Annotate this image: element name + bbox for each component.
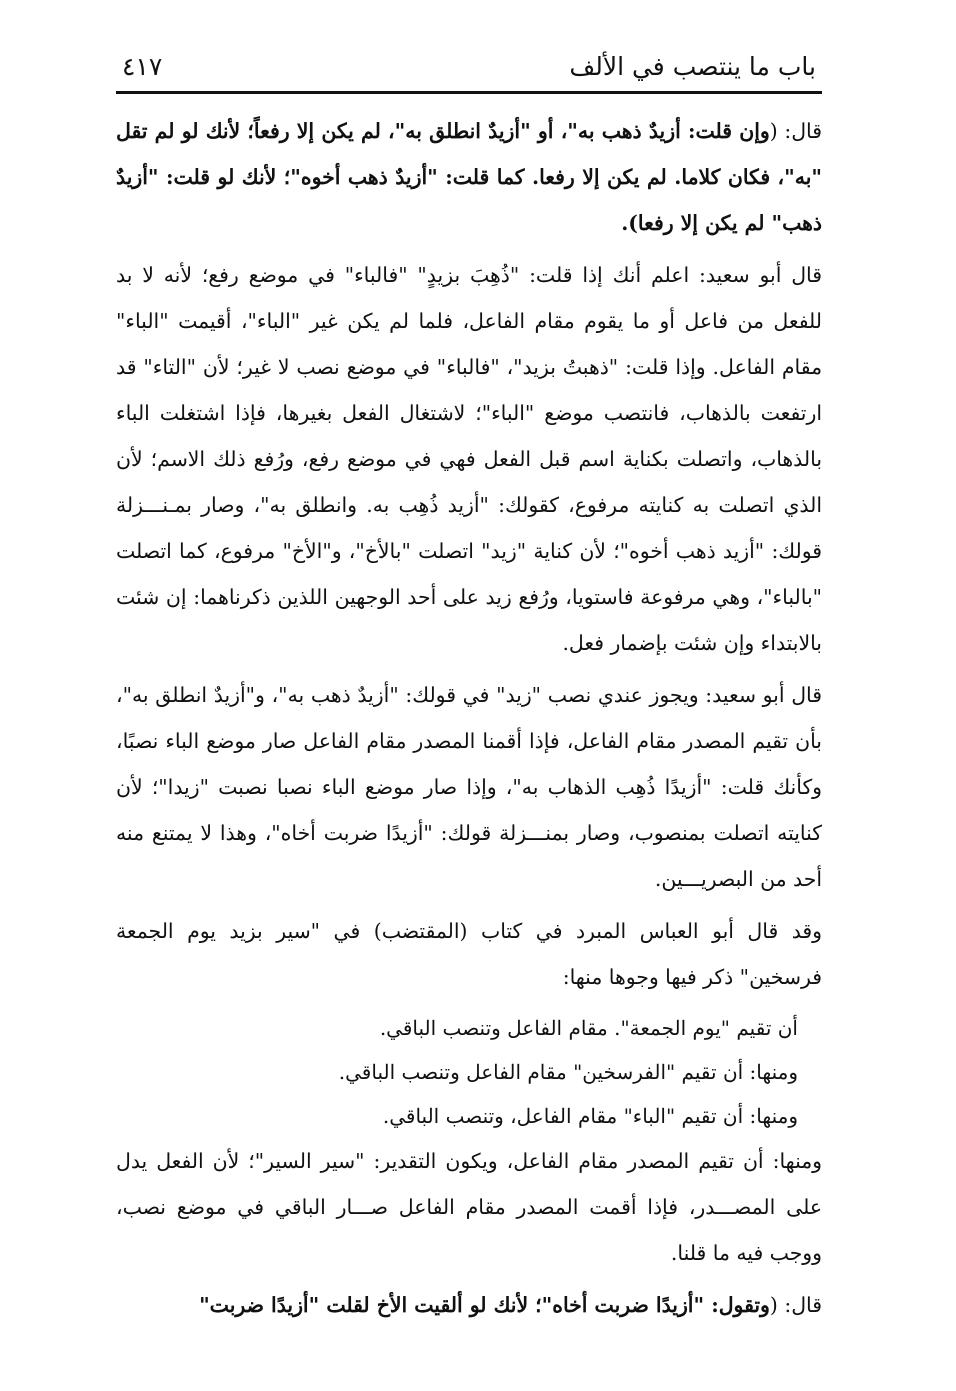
chapter-title: باب ما ينتصب في الألف (569, 52, 816, 81)
list-of-options (116, 1006, 822, 1138)
paragraph-lead: قال: ( (769, 119, 822, 143)
paragraph-3 (116, 672, 822, 902)
paragraph-text: قال أبو سعيد: ويجوز عندي نصب "زيد" في قولك: "أزيدٌ ذهب به"، و"أزيدٌ انطلق به"، بأن تقيم المصدر مقام الفاعل، فإذا أقمنا المصدر مقام الفاعل صار موضع الباء نصبًا، وكأنك قلت: "أزيدًا ذُهِب الذهاب به"، وإذا صار موضع الباء نصبا نصبت "زيدا"؛ لأن كنايته اتصلت بمنصوب، وصار بمنـــزلة قولك: "أزيدًا ضربت أخاه"، وهذا لا يمتنع منه أحد من البصريـــين. (116, 683, 822, 891)
paragraph-1 (116, 108, 822, 246)
paragraph-text: قال أبو سعيد: اعلم أنك إذا قلت: "ذُهِبَ بزيدٍ" "فالباء" في موضع رفع؛ لأنه لا بد للفعل من فاعل أو ما يقوم مقام الفاعل، فلما لم يكن غير "الباء"، أقيمت "الباء" مقام الفاعل. وإذا قلت: "ذهبتُ بزيد"، "فالباء" في موضع نصب لا غير؛ لأن "التاء" قد ارتفعت بالذهاب، فانتصب موضع "الباء"؛ لاشتغال الفعل بغيرها، فإذا اشتغلت الباء بالذهاب، واتصلت بكناية اسم قبل الفعل فهي في موضع رفع، ورُفع ذلك الاسم؛ لأن الذي اتصلت به كنايته مرفوع، كقولك: "أزيد ذُهِب به. وانطلق به"، وصار بمـنـــزلة قولك: "أزيد ذهب أخوه"؛ لأن كناية "زيد" اتصلت "بالأخ"، و"الأخ" مرفوع، كما اتصلت "بالباء"، وهي مرفوعة فاستويا، ورُفع زيد على أحد الوجهين اللذين ذكرناهما: إن شئت بالابتداء وإن شئت بإضمار فعل. (116, 263, 822, 655)
paragraph-5 (116, 1138, 822, 1276)
running-header (116, 52, 822, 87)
paragraph-text: وإن قلت: أزيدٌ ذهب به"، أو "أزيدٌ انطلق به"، لم يكن إلا رفعاً؛ لأنك لو لم تقل "به"، فكان كلاما. لم يكن إلا رفعا. كما قلت: "أزيدٌ ذهب أخوه"؛ لأنك لو قلت: "أزيدٌ ذهب" لم يكن إلا رفعا). (116, 119, 822, 235)
header-rule (116, 91, 822, 94)
paragraph-text: ومنها: أن تقيم المصدر مقام الفاعل، ويكون التقدير: "سير السير"؛ لأن الفعل يدل على المصـــدر، فإذا أقمت المصدر مقام الفاعل صـــار الباقي في موضع نصب، ووجب فيه ما قلنا. (116, 1149, 822, 1265)
paragraph-6 (116, 1282, 822, 1328)
paragraph-2 (116, 252, 822, 666)
list-item: ومنها: أن تقيم "الفرسخين" مقام الفاعل وتنصب الباقي. (338, 1060, 798, 1084)
paragraph-text: وتقول: "أزيدًا ضربت أخاه"؛ لأنك لو ألقيت الأخ لقلت "أزيدًا ضربت" (199, 1293, 770, 1317)
paragraph-text: وقد قال أبو العباس المبرد في كتاب (المقتضب) في "سير بزيد يوم الجمعة فرسخين" ذكر فيها وجوها منها: (116, 919, 822, 989)
page-number: ٤١٧ (122, 52, 163, 81)
paragraph-lead: قال: ( (769, 1293, 822, 1317)
paragraph-4 (116, 908, 822, 1000)
list-item: ومنها: أن تقيم "الباء" مقام الفاعل، وتنصب الباقي. (382, 1104, 798, 1128)
list-item: أن تقيم "يوم الجمعة". مقام الفاعل وتنصب الباقي. (379, 1016, 798, 1040)
